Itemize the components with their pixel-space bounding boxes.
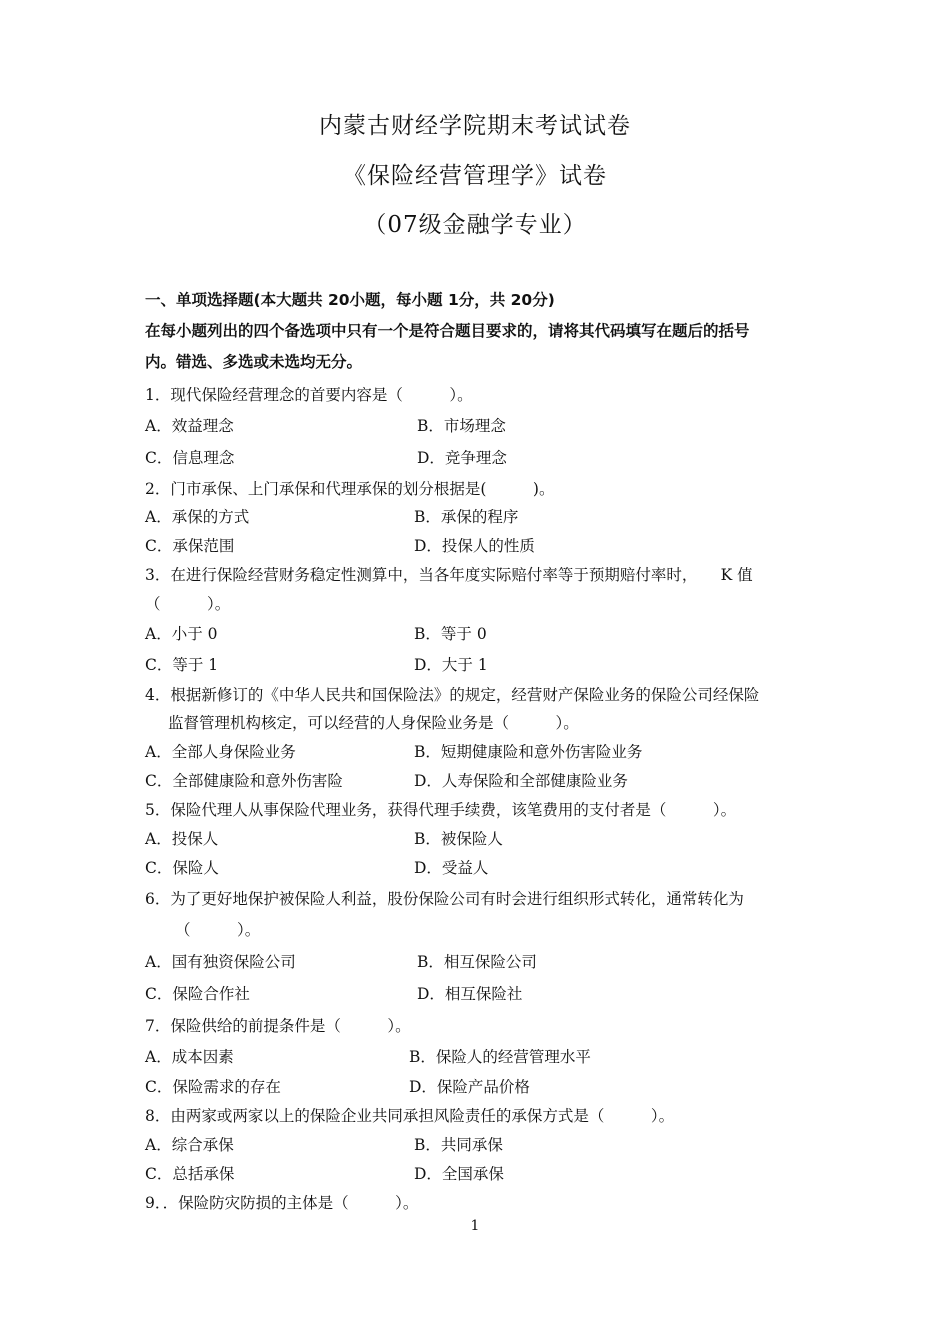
option-b: B．被保险人: [414, 830, 503, 848]
option-d: D．保险产品价格: [409, 1078, 530, 1096]
question-stem-cont: （ ）。: [145, 595, 231, 613]
option-d: D．受益人: [414, 859, 489, 877]
option-b: B．承保的程序: [414, 508, 519, 526]
question-stem: 6．为了更好地保护被保险人利益，股份保险公司有时会进行组织形式转化，通常转化为: [145, 890, 744, 908]
course-title: 《保险经营管理学》试卷: [343, 163, 607, 189]
option-b: B．共同承保: [414, 1136, 503, 1154]
question-stem: 8．由两家或两家以上的保险企业共同承担风险责任的承保方式是（ ）。: [145, 1107, 675, 1125]
option-b: B．相互保险公司: [417, 953, 537, 971]
class-title: （07级金融学专业）: [363, 212, 587, 238]
question-stem-cont: 监督管理机构核定，可以经营的人身保险业务是（ ）。: [168, 714, 579, 732]
option-a: A．投保人: [145, 830, 219, 848]
question-stem: 5．保险代理人从事保险代理业务，获得代理手续费，该笔费用的支付者是（ ）。: [145, 801, 737, 819]
option-c: C．承保范围: [145, 537, 235, 555]
option-a: A．成本因素: [145, 1048, 234, 1066]
option-c: C．信息理念: [145, 449, 235, 467]
page-number: 1: [470, 1218, 480, 1234]
option-a: A．综合承保: [145, 1136, 234, 1154]
section-instruction: 在每小题列出的四个备选项中只有一个是符合题目要求的，请将其代码填写在题后的括号: [145, 322, 750, 340]
section-instruction: 内。错选、多选或未选均无分。: [145, 353, 363, 371]
question-stem: 2．门市承保、上门承保和代理承保的划分根据是( )。: [145, 480, 555, 498]
question-stem: 7．保险供给的前提条件是（ ）。: [145, 1017, 411, 1035]
option-c: C．等于 1: [145, 656, 219, 674]
school-title: 内蒙古财经学院期末考试试卷: [319, 113, 631, 139]
option-d: D．投保人的性质: [414, 537, 535, 555]
question-stem: 9．．保险防灾防损的主体是（ ）。: [145, 1194, 419, 1212]
option-b: B．市场理念: [417, 417, 506, 435]
option-d: D．人寿保险和全部健康险业务: [414, 772, 628, 790]
question-stem: 4．根据新修订的《中华人民共和国保险法》的规定，经营财产保险业务的保险公司经保险: [145, 686, 760, 704]
option-a: A．全部人身保险业务: [145, 743, 296, 761]
option-c: C．全部健康险和意外伤害险: [145, 772, 343, 790]
section-heading: 一、单项选择题(本大题共 20小题，每小题 1分，共 20分): [145, 291, 555, 309]
option-a: A．小于 0: [145, 625, 218, 643]
question-stem: 3．在进行保险经营财务稳定性测算中，当各年度实际赔付率等于预期赔付率时， K 值: [145, 566, 753, 584]
option-d: D．竞争理念: [417, 449, 507, 467]
option-a: A．承保的方式: [145, 508, 250, 526]
option-c: C．保险合作社: [145, 985, 250, 1003]
question-stem-cont: （ ）。: [175, 921, 261, 939]
option-c: C．保险需求的存在: [145, 1078, 281, 1096]
option-b: B．保险人的经营管理水平: [409, 1048, 591, 1066]
option-c: C．保险人: [145, 859, 219, 877]
question-stem: 1．现代保险经营理念的首要内容是（ ）。: [145, 386, 473, 404]
option-a: A．效益理念: [145, 417, 234, 435]
option-c: C．总括承保: [145, 1165, 235, 1183]
option-d: D．全国承保: [414, 1165, 504, 1183]
option-a: A．国有独资保险公司: [145, 953, 296, 971]
option-d: D．大于 1: [414, 656, 488, 674]
option-b: B．等于 0: [414, 625, 487, 643]
option-d: D．相互保险社: [417, 985, 523, 1003]
option-b: B．短期健康险和意外伤害险业务: [414, 743, 643, 761]
